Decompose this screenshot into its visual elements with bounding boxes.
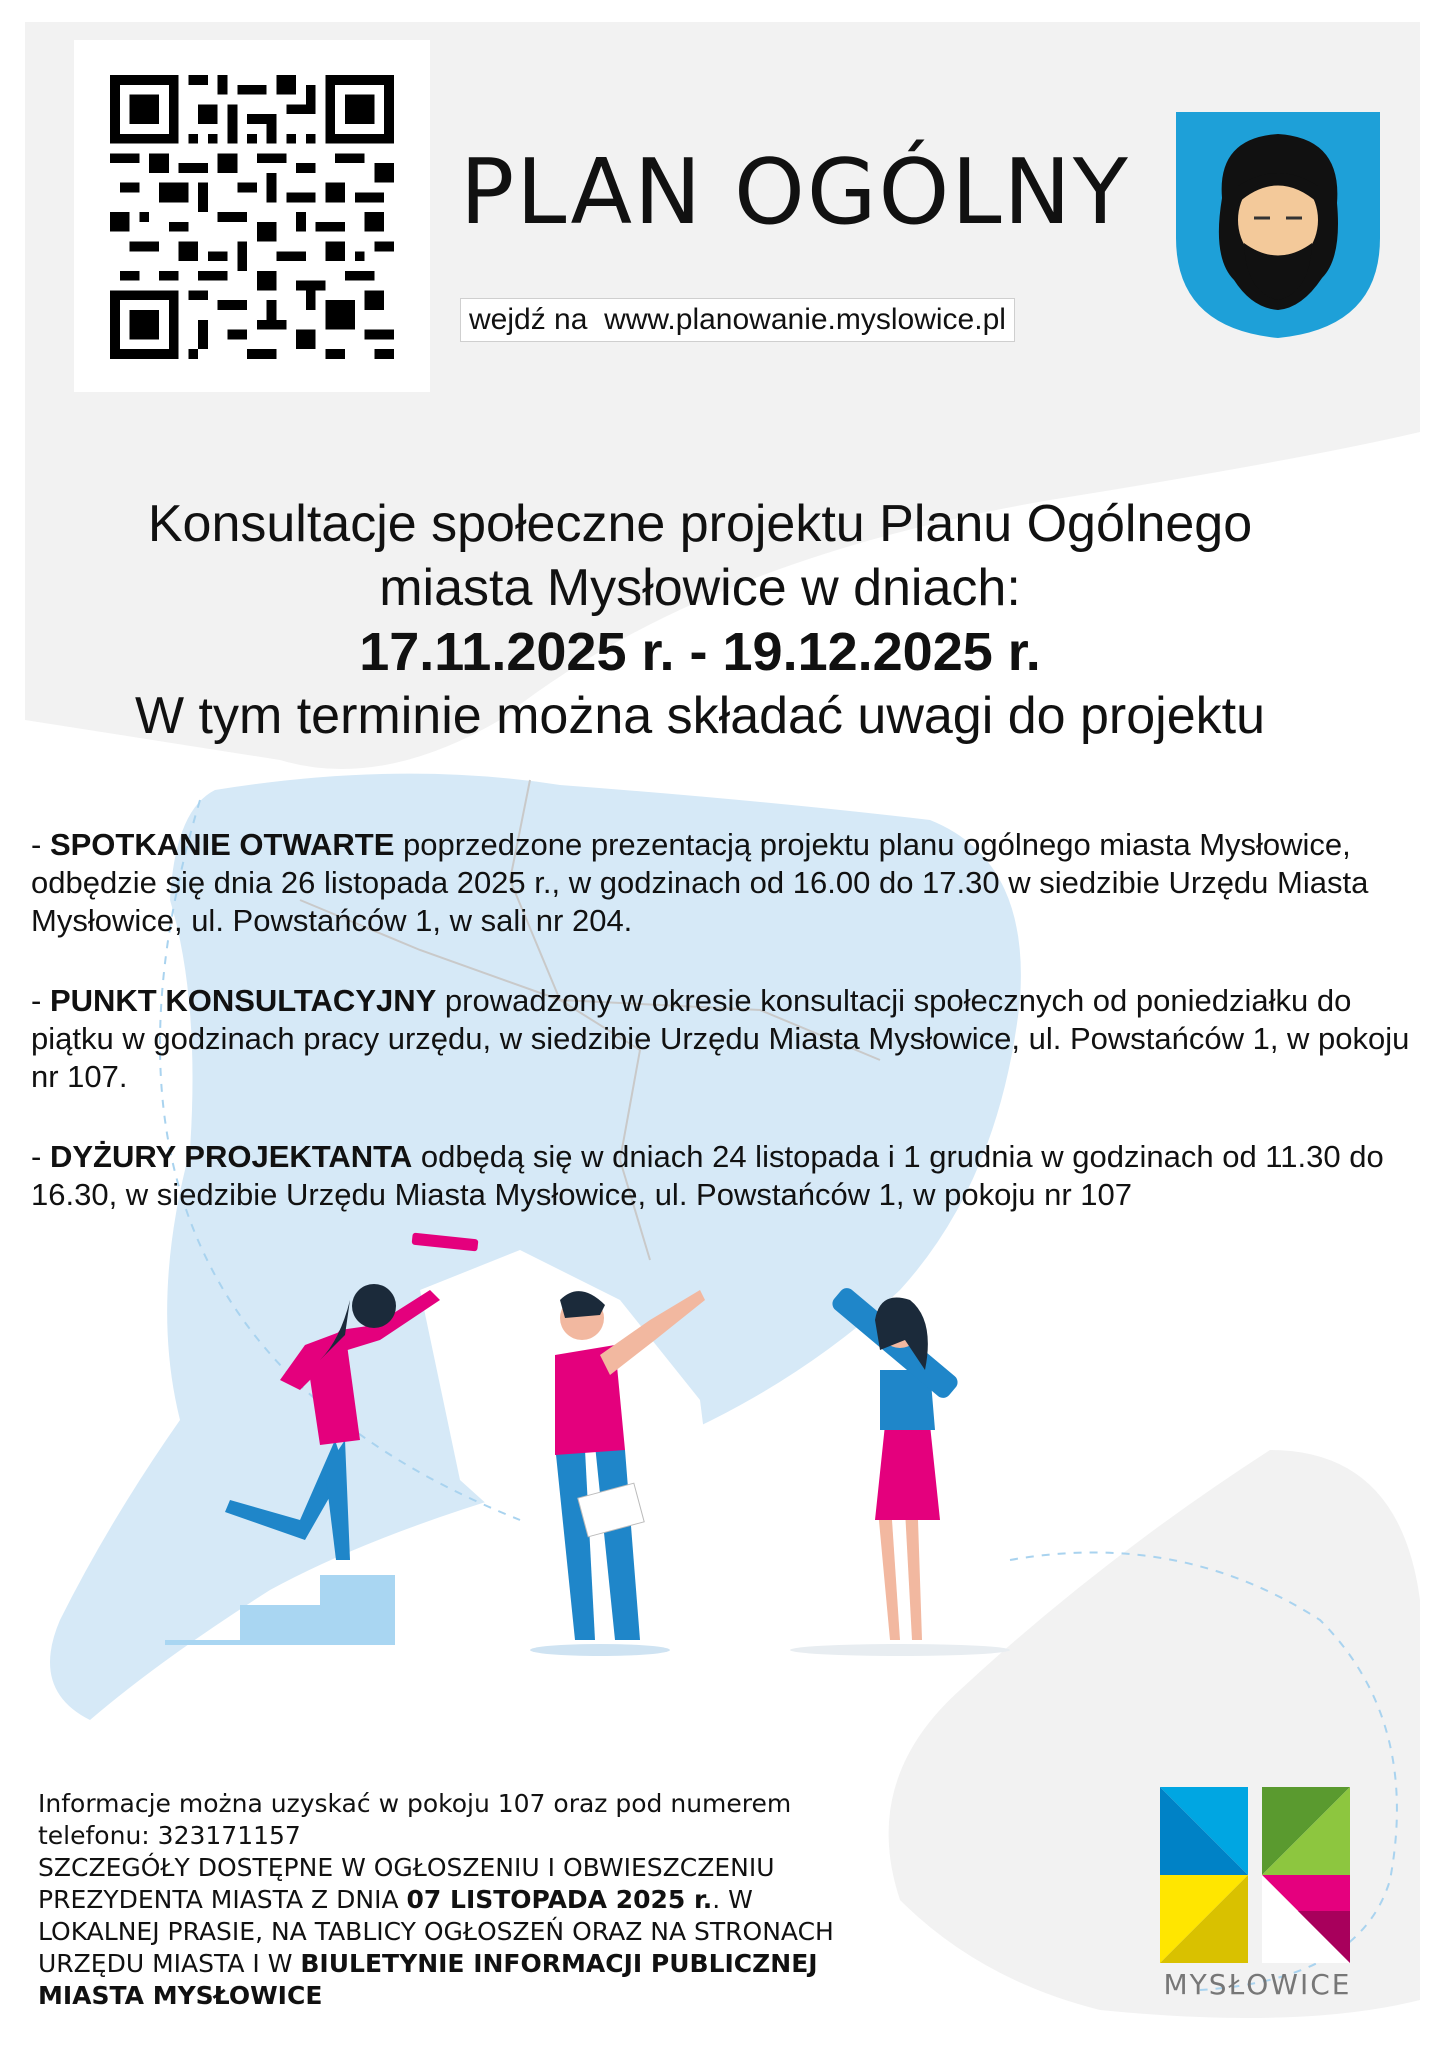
page-title: PLAN OGÓLNY	[460, 140, 1130, 245]
footer-line: URZĘDU MIASTA I W BIULETYNIE INFORMACJI PUBLICZNEJ	[38, 1949, 818, 1978]
headline	[20, 492, 1380, 748]
footer-line: Informacje można uzyskać w pokoju 107 oraz pod numerem	[38, 1789, 792, 1818]
item-text: odbędą się w dniach 24 listopada i 1 grudnia w godzinach od 11.30 do 16.30, w siedzibie Urzędu Miasta Mysłowice, ul. Powstańców 1, w pokoju nr 107	[31, 1139, 1384, 1212]
footer-line: MIASTA MYSŁOWICE	[38, 1981, 323, 2010]
url-prefix: wejdź na	[469, 303, 588, 336]
item-text: poprzedzone prezentacją projektu planu ogólnego miasta Mysłowice, odbędzie się dnia 26 listopada 2025 r., w godzinach od 16.00 do 17.30 w siedzibie Urzędu Miasta Mysłowice, ul. Powstańców 1, w sali nr 204.	[31, 827, 1369, 938]
headline-line-2: miasta Mysłowice w dniach:	[379, 559, 1021, 617]
footer-phone: telefonu: 323171157	[38, 1821, 301, 1850]
item-text: prowadzony w okresie konsultacji społecznych od poniedziałku do piątku w godzinach pracy urzędu, w siedzibie Urzędu Miasta Mysłowice, ul. Powstańców 1, w pokoju nr 107.	[31, 983, 1410, 1094]
headline-line-4: W tym terminie można składać uwagi do projektu	[134, 687, 1265, 745]
myslowice-logo-icon	[1148, 1783, 1362, 1963]
headline-line-1: Konsultacje społeczne projektu Planu Ogólnego	[147, 495, 1253, 553]
website-link-box[interactable]	[460, 298, 1015, 342]
logo-text: MYSŁOWICE	[1163, 1968, 1352, 2001]
item-heading: SPOTKANIE OTWARTE	[49, 827, 395, 862]
list-item: - SPOTKANIE OTWARTE poprzedzone prezentacją projektu planu ogólnego miasta Mysłowice, odbędzie się dnia 26 listopada 2025 r., w godzinach od 16.00 do 17.30 w siedzibie Urzędu Miasta Mysłowice, ul. Powstańców 1, w sali nr 204.	[31, 827, 1369, 938]
item-heading: DYŻURY PROJEKTANTA	[49, 1139, 413, 1174]
footer-line: LOKALNEJ PRASIE, NA TABLICY OGŁOSZEŃ ORAZ NA STRONACH	[38, 1917, 834, 1946]
footer-info	[38, 1788, 938, 2012]
website-url[interactable]: www.planowanie.myslowice.pl	[604, 303, 1006, 336]
footer-line: PREZYDENTA MIASTA Z DNIA 07 LISTOPADA 2025 r.. W	[38, 1885, 753, 1914]
list-item: - DYŻURY PROJEKTANTA odbędą się w dniach 24 listopada i 1 grudnia w godzinach od 11.30 do 16.30, w siedzibie Urzędu Miasta Mysłowice, ul. Powstańców 1, w pokoju nr 107	[31, 1139, 1384, 1212]
city-crest-icon	[1172, 108, 1384, 342]
headline-dates: 17.11.2025 r. - 19.12.2025 r.	[359, 622, 1041, 682]
info-list	[31, 826, 1431, 1256]
qr-code	[74, 40, 430, 392]
footer-line: SZCZEGÓŁY DOSTĘPNE W OGŁOSZENIU I OBWIESZCZENIU	[38, 1853, 775, 1882]
list-item: - PUNKT KONSULTACYJNY prowadzony w okresie konsultacji społecznych od poniedziałku do piątku w godzinach pracy urzędu, w siedzibie Urzędu Miasta Mysłowice, ul. Powstańców 1, w pokoju nr 107.	[31, 983, 1410, 1094]
qr-code-icon	[110, 75, 394, 359]
item-heading: PUNKT KONSULTACYJNY	[49, 983, 437, 1018]
